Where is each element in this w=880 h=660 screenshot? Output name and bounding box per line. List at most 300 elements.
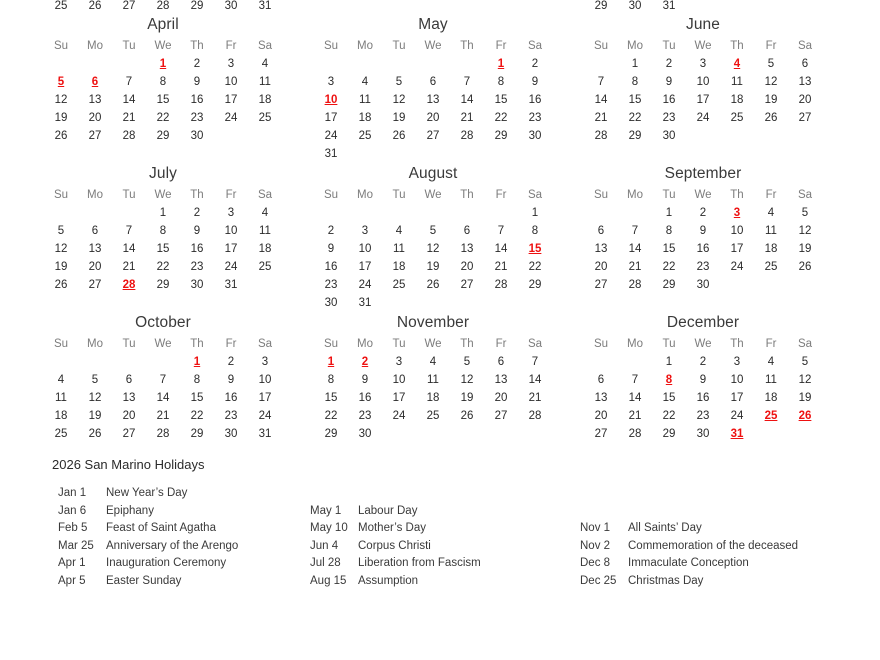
- day-cell[interactable]: 22: [628, 112, 642, 124]
- day-cell[interactable]: 26: [426, 279, 440, 291]
- day-cell[interactable]: 31: [358, 297, 372, 309]
- day-cell[interactable]: 7: [463, 76, 471, 88]
- day-cell[interactable]: 23: [358, 410, 372, 422]
- day-cell[interactable]: 25: [258, 112, 272, 124]
- day-cell[interactable]: 4: [429, 356, 437, 368]
- holiday-date: Jan 1: [58, 487, 87, 499]
- day-cell[interactable]: 27: [594, 279, 608, 291]
- day-cell[interactable]: 24: [730, 261, 744, 273]
- day-cell[interactable]: 19: [88, 410, 102, 422]
- day-cell[interactable]: 28: [156, 0, 170, 12]
- day-cell[interactable]: 17: [696, 94, 710, 106]
- day-cell[interactable]: 3: [395, 356, 403, 368]
- day-cell[interactable]: 6: [801, 58, 809, 70]
- day-cell[interactable]: 31: [662, 0, 676, 12]
- day-cell[interactable]: 12: [88, 392, 102, 404]
- day-cell[interactable]: 31: [324, 148, 338, 160]
- day-cell[interactable]: 9: [531, 76, 539, 88]
- day-cell[interactable]: 23: [696, 410, 710, 422]
- day-cell[interactable]: 11: [731, 76, 743, 88]
- day-cell[interactable]: 13: [594, 243, 608, 255]
- day-cell[interactable]: 5: [463, 356, 471, 368]
- day-cell[interactable]: 19: [798, 392, 812, 404]
- day-cell[interactable]: 2: [699, 207, 707, 219]
- week-row: [44, 91, 282, 109]
- day-cell-holiday[interactable]: 8: [665, 374, 673, 386]
- day-cell[interactable]: 25: [730, 112, 744, 124]
- day-cell[interactable]: 28: [156, 428, 170, 440]
- day-cell[interactable]: 8: [531, 225, 539, 237]
- day-cell[interactable]: 29: [156, 279, 170, 291]
- day-cell[interactable]: 30: [628, 0, 642, 12]
- day-cell[interactable]: 4: [361, 76, 369, 88]
- day-cell[interactable]: 24: [224, 261, 238, 273]
- day-cell[interactable]: 26: [54, 130, 68, 142]
- day-cell[interactable]: 3: [327, 76, 335, 88]
- day-cell[interactable]: 18: [764, 392, 778, 404]
- day-cell[interactable]: 14: [156, 392, 170, 404]
- weekday-header-row: [44, 185, 282, 204]
- day-cell[interactable]: 6: [597, 374, 605, 386]
- day-cell[interactable]: 5: [395, 76, 403, 88]
- day-cell[interactable]: 29: [594, 0, 608, 12]
- day-cell[interactable]: 26: [88, 428, 102, 440]
- day-cell[interactable]: 10: [224, 76, 238, 88]
- day-cell[interactable]: 18: [730, 94, 744, 106]
- day-cell[interactable]: 11: [427, 374, 439, 386]
- day-cell-holiday[interactable]: 10: [324, 94, 338, 106]
- day-cell[interactable]: 5: [801, 356, 809, 368]
- day-cell[interactable]: 5: [429, 225, 437, 237]
- day-cell[interactable]: 24: [224, 112, 238, 124]
- day-cell[interactable]: 29: [662, 279, 676, 291]
- day-cell[interactable]: 3: [733, 356, 741, 368]
- day-cell[interactable]: 22: [662, 261, 676, 273]
- day-cell[interactable]: 14: [594, 94, 608, 106]
- day-cell[interactable]: 15: [662, 392, 676, 404]
- day-cell[interactable]: 13: [88, 243, 102, 255]
- day-cell[interactable]: 19: [798, 243, 812, 255]
- day-cell[interactable]: 28: [628, 428, 642, 440]
- day-cell[interactable]: 2: [227, 356, 235, 368]
- day-cell-holiday[interactable]: 28: [122, 279, 136, 291]
- day-cell[interactable]: 10: [730, 225, 744, 237]
- day-cell[interactable]: 20: [122, 410, 136, 422]
- weekday-header-mo: Mo: [87, 188, 103, 201]
- day-cell[interactable]: 30: [662, 130, 676, 142]
- day-cell-holiday[interactable]: 31: [730, 428, 744, 440]
- day-cell[interactable]: 29: [324, 428, 338, 440]
- day-cell[interactable]: 24: [730, 410, 744, 422]
- day-cell[interactable]: 29: [662, 428, 676, 440]
- day-cell[interactable]: 30: [190, 130, 204, 142]
- day-cell[interactable]: 25: [54, 0, 68, 12]
- week-row: [584, 91, 822, 109]
- day-cell-holiday[interactable]: 1: [193, 356, 201, 368]
- day-cell[interactable]: 19: [460, 392, 474, 404]
- day-cell[interactable]: 29: [190, 428, 204, 440]
- day-cell[interactable]: 16: [190, 94, 204, 106]
- day-cell[interactable]: 27: [122, 0, 136, 12]
- day-cell[interactable]: 27: [494, 410, 508, 422]
- day-cell[interactable]: 11: [765, 374, 777, 386]
- day-cell[interactable]: 21: [628, 261, 642, 273]
- day-cell[interactable]: 25: [358, 130, 372, 142]
- day-cell[interactable]: 4: [395, 225, 403, 237]
- day-cell[interactable]: 8: [159, 225, 167, 237]
- day-cell[interactable]: 5: [801, 207, 809, 219]
- day-cell[interactable]: 15: [156, 243, 170, 255]
- day-cell[interactable]: 10: [358, 243, 372, 255]
- day-cell[interactable]: 6: [125, 374, 133, 386]
- day-cell[interactable]: 8: [327, 374, 335, 386]
- day-cell[interactable]: 17: [224, 243, 238, 255]
- day-cell[interactable]: 5: [57, 225, 65, 237]
- day-cell[interactable]: 24: [258, 410, 272, 422]
- day-cell[interactable]: 1: [631, 58, 639, 70]
- day-cell[interactable]: 16: [662, 94, 676, 106]
- day-cell[interactable]: 11: [55, 392, 67, 404]
- day-cell-holiday[interactable]: 1: [159, 58, 167, 70]
- day-cell[interactable]: 27: [594, 428, 608, 440]
- day-cell[interactable]: 9: [193, 225, 201, 237]
- day-cell[interactable]: 25: [764, 261, 778, 273]
- day-cell[interactable]: 23: [324, 279, 338, 291]
- day-cell[interactable]: 11: [259, 76, 271, 88]
- day-cell[interactable]: 8: [665, 225, 673, 237]
- day-cell[interactable]: 11: [259, 225, 271, 237]
- day-cell[interactable]: 18: [392, 261, 406, 273]
- day-cell[interactable]: 6: [463, 225, 471, 237]
- day-cell[interactable]: 14: [122, 94, 136, 106]
- day-cell[interactable]: 12: [54, 94, 68, 106]
- day-cell[interactable]: 25: [54, 428, 68, 440]
- day-cell[interactable]: 23: [662, 112, 676, 124]
- day-cell[interactable]: 16: [528, 94, 542, 106]
- day-cell[interactable]: 9: [327, 243, 335, 255]
- day-cell[interactable]: 9: [361, 374, 369, 386]
- day-cell[interactable]: 24: [358, 279, 372, 291]
- day-cell[interactable]: 26: [392, 130, 406, 142]
- day-cell[interactable]: 21: [156, 410, 170, 422]
- day-cell[interactable]: 11: [359, 94, 371, 106]
- day-cell[interactable]: 12: [426, 243, 440, 255]
- day-cell[interactable]: 4: [767, 356, 775, 368]
- day-cell[interactable]: 7: [159, 374, 167, 386]
- day-cell[interactable]: 8: [631, 76, 639, 88]
- day-cell[interactable]: 27: [88, 130, 102, 142]
- day-cell[interactable]: 28: [594, 130, 608, 142]
- day-cell[interactable]: 7: [125, 76, 133, 88]
- day-cell[interactable]: 22: [324, 410, 338, 422]
- day-cell[interactable]: 3: [361, 225, 369, 237]
- day-cell[interactable]: 31: [224, 279, 238, 291]
- day-cell[interactable]: 15: [156, 94, 170, 106]
- day-cell[interactable]: 16: [324, 261, 338, 273]
- day-cell[interactable]: 17: [392, 392, 406, 404]
- day-cell[interactable]: 2: [327, 225, 335, 237]
- day-cell[interactable]: 6: [497, 356, 505, 368]
- day-cell[interactable]: 7: [125, 225, 133, 237]
- day-cell[interactable]: 3: [227, 207, 235, 219]
- day-cell[interactable]: 7: [531, 356, 539, 368]
- day-cell-holiday[interactable]: 2: [361, 356, 369, 368]
- day-cell[interactable]: 13: [494, 374, 508, 386]
- day-cell[interactable]: 26: [798, 261, 812, 273]
- day-cell[interactable]: 8: [497, 76, 505, 88]
- day-cell[interactable]: 18: [764, 243, 778, 255]
- day-cell[interactable]: 27: [460, 279, 474, 291]
- day-cell[interactable]: 15: [190, 392, 204, 404]
- day-cell[interactable]: 24: [696, 112, 710, 124]
- day-cell[interactable]: 27: [122, 428, 136, 440]
- day-cell[interactable]: 10: [392, 374, 406, 386]
- day-cell[interactable]: 18: [426, 392, 440, 404]
- day-cell[interactable]: 30: [358, 428, 372, 440]
- day-cell-holiday[interactable]: 26: [798, 410, 812, 422]
- day-cell[interactable]: 25: [392, 279, 406, 291]
- day-cell[interactable]: 23: [528, 112, 542, 124]
- day-cell-empty: [484, 204, 518, 222]
- day-cell[interactable]: 21: [628, 410, 642, 422]
- day-cell[interactable]: 21: [528, 392, 542, 404]
- day-cell[interactable]: 22: [528, 261, 542, 273]
- day-cell[interactable]: 20: [798, 94, 812, 106]
- day-cell[interactable]: 12: [764, 76, 778, 88]
- weekday-header-tu: Tu: [392, 337, 406, 350]
- day-cell[interactable]: 21: [460, 112, 474, 124]
- day-cell[interactable]: 16: [696, 392, 710, 404]
- day-cell[interactable]: 18: [258, 94, 272, 106]
- day-cell[interactable]: 13: [460, 243, 474, 255]
- day-cell[interactable]: 14: [460, 94, 474, 106]
- day-cell[interactable]: 17: [224, 94, 238, 106]
- day-cell[interactable]: 8: [193, 374, 201, 386]
- day-cell[interactable]: 9: [665, 76, 673, 88]
- day-cell[interactable]: 27: [426, 130, 440, 142]
- day-cell[interactable]: 31: [258, 0, 272, 12]
- day-cell[interactable]: 10: [258, 374, 272, 386]
- day-cell[interactable]: 28: [122, 130, 136, 142]
- day-cell[interactable]: 2: [193, 207, 201, 219]
- day-cell[interactable]: 19: [54, 261, 68, 273]
- day-cell-holiday[interactable]: 1: [497, 58, 505, 70]
- day-cell[interactable]: 29: [156, 130, 170, 142]
- day-cell[interactable]: 29: [494, 130, 508, 142]
- day-cell[interactable]: 14: [494, 243, 508, 255]
- day-cell[interactable]: 16: [224, 392, 238, 404]
- day-cell[interactable]: 17: [258, 392, 272, 404]
- day-cell[interactable]: 3: [699, 58, 707, 70]
- day-cell[interactable]: 17: [324, 112, 338, 124]
- day-cell[interactable]: 24: [392, 410, 406, 422]
- day-cell[interactable]: 27: [88, 279, 102, 291]
- day-cell[interactable]: 3: [227, 58, 235, 70]
- day-cell[interactable]: 9: [699, 374, 707, 386]
- day-cell-holiday[interactable]: 6: [91, 76, 99, 88]
- day-cell[interactable]: 13: [122, 392, 136, 404]
- day-cell[interactable]: 20: [88, 261, 102, 273]
- day-cell[interactable]: 16: [190, 243, 204, 255]
- day-cell[interactable]: 30: [224, 428, 238, 440]
- day-cell[interactable]: 30: [696, 428, 710, 440]
- day-cell[interactable]: 20: [426, 112, 440, 124]
- day-cell[interactable]: 1: [531, 207, 539, 219]
- day-cell[interactable]: 23: [190, 261, 204, 273]
- day-cell[interactable]: 26: [764, 112, 778, 124]
- day-cell[interactable]: 23: [190, 112, 204, 124]
- day-cell[interactable]: 9: [193, 76, 201, 88]
- day-cell[interactable]: 12: [54, 243, 68, 255]
- quarter-row: [0, 14, 880, 163]
- day-cell[interactable]: 21: [594, 112, 608, 124]
- day-cell[interactable]: 7: [497, 225, 505, 237]
- day-cell[interactable]: 4: [57, 374, 65, 386]
- week-row: [314, 91, 552, 109]
- day-cell[interactable]: 17: [730, 243, 744, 255]
- day-cell[interactable]: 24: [324, 130, 338, 142]
- day-cell[interactable]: 4: [767, 207, 775, 219]
- weekday-header-th: Th: [190, 337, 204, 350]
- day-cell[interactable]: 30: [224, 0, 238, 12]
- day-cell[interactable]: 22: [494, 112, 508, 124]
- day-cell[interactable]: 26: [460, 410, 474, 422]
- day-cell[interactable]: 5: [91, 374, 99, 386]
- day-cell[interactable]: 16: [358, 392, 372, 404]
- day-cell[interactable]: 20: [594, 410, 608, 422]
- day-cell[interactable]: 1: [159, 207, 167, 219]
- day-cell[interactable]: 30: [324, 297, 338, 309]
- day-cell[interactable]: 10: [224, 225, 238, 237]
- day-cell-holiday[interactable]: 1: [327, 356, 335, 368]
- day-cell[interactable]: 13: [594, 392, 608, 404]
- weekday-header-fr: Fr: [225, 188, 237, 201]
- day-cell[interactable]: 14: [628, 243, 642, 255]
- day-cell[interactable]: 1: [665, 356, 673, 368]
- day-cell[interactable]: 14: [528, 374, 542, 386]
- day-cell[interactable]: 12: [798, 374, 812, 386]
- day-cell[interactable]: 16: [696, 243, 710, 255]
- day-cell[interactable]: 4: [261, 58, 269, 70]
- day-cell[interactable]: 25: [258, 261, 272, 273]
- week-row: [584, 127, 822, 145]
- day-cell[interactable]: 15: [628, 94, 642, 106]
- day-cell[interactable]: 28: [528, 410, 542, 422]
- day-cell[interactable]: 20: [494, 392, 508, 404]
- day-cell[interactable]: 23: [224, 410, 238, 422]
- day-cell-holiday[interactable]: 15: [528, 243, 542, 255]
- day-cell[interactable]: 28: [628, 279, 642, 291]
- day-cell-holiday[interactable]: 4: [733, 58, 741, 70]
- day-cell[interactable]: 18: [358, 112, 372, 124]
- day-cell-empty: [314, 55, 348, 73]
- month-grid: [314, 185, 552, 312]
- day-cell[interactable]: 19: [764, 94, 778, 106]
- day-cell-holiday[interactable]: 5: [57, 76, 65, 88]
- day-cell[interactable]: 22: [662, 410, 676, 422]
- day-cell[interactable]: 22: [156, 112, 170, 124]
- day-cell[interactable]: 2: [531, 58, 539, 70]
- day-cell[interactable]: 18: [258, 243, 272, 255]
- day-cell[interactable]: 22: [190, 410, 204, 422]
- day-cell[interactable]: 11: [393, 243, 405, 255]
- day-cell[interactable]: 14: [628, 392, 642, 404]
- day-cell[interactable]: 30: [528, 130, 542, 142]
- day-cell[interactable]: 10: [730, 374, 744, 386]
- day-cell[interactable]: 1: [665, 207, 673, 219]
- day-cell[interactable]: 26: [88, 0, 102, 12]
- day-cell-holiday[interactable]: 25: [764, 410, 778, 422]
- day-cell[interactable]: 12: [460, 374, 474, 386]
- day-cell[interactable]: 10: [696, 76, 710, 88]
- day-cell[interactable]: 15: [494, 94, 508, 106]
- day-cell[interactable]: 9: [699, 225, 707, 237]
- day-cell[interactable]: 29: [528, 279, 542, 291]
- day-cell[interactable]: 20: [594, 261, 608, 273]
- day-cell[interactable]: 31: [258, 428, 272, 440]
- day-cell[interactable]: 29: [190, 0, 204, 12]
- day-cell[interactable]: 7: [631, 225, 639, 237]
- day-cell[interactable]: 6: [597, 225, 605, 237]
- day-cell[interactable]: 2: [699, 356, 707, 368]
- day-cell[interactable]: 9: [227, 374, 235, 386]
- day-cell[interactable]: 7: [631, 374, 639, 386]
- day-cell[interactable]: 14: [122, 243, 136, 255]
- day-cell[interactable]: 19: [392, 112, 406, 124]
- day-cell[interactable]: 17: [730, 392, 744, 404]
- day-cell[interactable]: 5: [767, 58, 775, 70]
- day-cell[interactable]: 20: [88, 112, 102, 124]
- holiday-name: Christmas Day: [628, 574, 704, 587]
- day-cell[interactable]: 21: [494, 261, 508, 273]
- day-cell[interactable]: 7: [597, 76, 605, 88]
- day-cell[interactable]: 6: [91, 225, 99, 237]
- day-cell[interactable]: 2: [193, 58, 201, 70]
- day-cell[interactable]: 13: [88, 94, 102, 106]
- day-cell[interactable]: 11: [765, 225, 777, 237]
- day-cell[interactable]: 19: [54, 112, 68, 124]
- day-cell[interactable]: 23: [696, 261, 710, 273]
- day-cell[interactable]: 13: [798, 76, 812, 88]
- day-cell[interactable]: 28: [460, 130, 474, 142]
- day-cell[interactable]: 2: [665, 58, 673, 70]
- day-cell[interactable]: 15: [662, 243, 676, 255]
- day-cell[interactable]: 20: [460, 261, 474, 273]
- day-cell[interactable]: 12: [798, 225, 812, 237]
- day-cell[interactable]: 26: [54, 279, 68, 291]
- day-cell[interactable]: 8: [159, 76, 167, 88]
- day-cell[interactable]: 30: [696, 279, 710, 291]
- day-cell[interactable]: 18: [54, 410, 68, 422]
- day-cell[interactable]: 12: [392, 94, 406, 106]
- day-cell[interactable]: 29: [628, 130, 642, 142]
- day-cell[interactable]: 19: [426, 261, 440, 273]
- day-cell[interactable]: 27: [798, 112, 812, 124]
- day-cell[interactable]: 4: [261, 207, 269, 219]
- day-cell[interactable]: 3: [261, 356, 269, 368]
- day-cell[interactable]: 6: [429, 76, 437, 88]
- day-cell[interactable]: 30: [190, 279, 204, 291]
- day-cell[interactable]: 25: [426, 410, 440, 422]
- day-cell[interactable]: 28: [494, 279, 508, 291]
- day-cell[interactable]: 17: [358, 261, 372, 273]
- day-cell[interactable]: 13: [426, 94, 440, 106]
- day-cell[interactable]: 21: [122, 112, 136, 124]
- day-cell-holiday[interactable]: 3: [733, 207, 741, 219]
- day-cell[interactable]: 21: [122, 261, 136, 273]
- day-cell[interactable]: 15: [324, 392, 338, 404]
- day-cell[interactable]: 22: [156, 261, 170, 273]
